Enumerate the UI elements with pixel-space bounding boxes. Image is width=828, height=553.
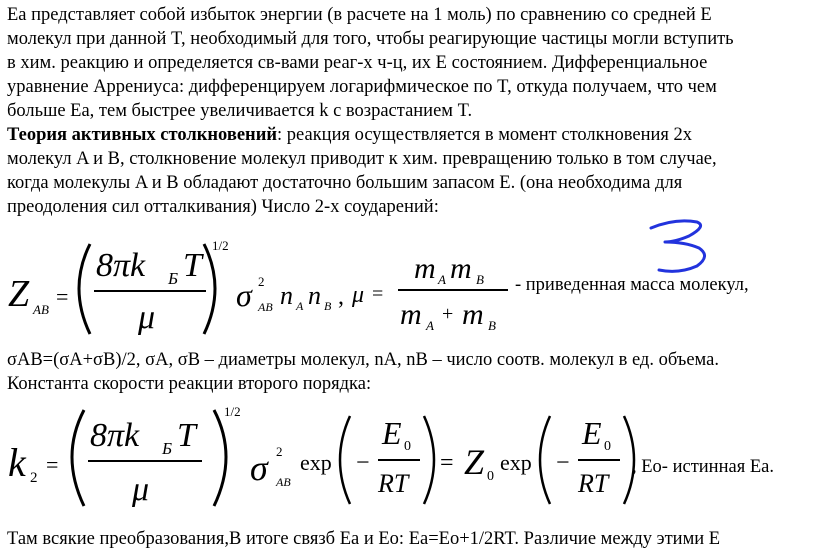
right-paren [204,244,215,334]
paragraph-line: преодоления сил отталкивания) Число 2-х соударений: [7,197,439,217]
mu-symbol: μ [352,282,365,308]
formula-z0: Z [464,442,485,482]
power-exponent: 1/2 [224,404,241,419]
formula-z-sub: AB [33,302,49,317]
sigma-sup: 2 [276,444,283,459]
paragraph-line: когда молекулы A и B обладают достаточно большим запасом E. (она необходима для [7,173,683,193]
exp-label-2: exp [500,450,532,475]
exp2-left-paren [540,416,550,504]
reduced-mass-note: - приведенная масса молекул, [515,275,749,295]
paragraph-line: в хим. реакцию и определяется св-вами реаг-х ч-ц, их E состоянием. Дифференциальное [7,53,708,73]
minus-sign-2: − [556,450,570,476]
theory-heading: Теория активных столкновений [7,125,278,145]
theory-line-rest: : реакция осуществляется в момент столкновения 2х [277,125,693,145]
left-paren [79,244,90,334]
rate-constant-line: Константа скорости реакции второго порядка: [7,374,372,394]
sigma-sup: 2 [258,274,265,289]
exp-left-paren [340,416,350,504]
mu-den-plus: + [442,303,454,325]
sigma-symbol: σ [236,277,252,313]
formula-equals: = [46,452,59,477]
mu-den-ma: m [400,298,422,331]
fraction-numerator: 8πk [90,417,140,454]
formula-equals: = [56,284,69,309]
fraction-numerator: 8πk [96,247,146,284]
rt-label-2: RT [578,469,609,498]
paragraph-line: молекул A и B, столкновение молекул приводит к хим. превращению только в том случае, [7,149,717,169]
energy-e-2: E [582,415,602,451]
mu-den-mb-sub: B [488,318,496,333]
theory-first-line [7,123,692,147]
formula-k: k [8,440,26,485]
power-exponent: 1/2 [212,238,229,253]
numerator-t: T [177,417,196,454]
sigma-definition-line: σAB=(σA+σB)/2, σA, σB – диаметры молекул, nA, nB – число соотв. молекул в ед. объема. [7,350,719,370]
formula-equals-2: = [440,450,454,476]
paragraph-line: больше Ea, тем быстрее увеличивается k с возрастанием T. [7,101,473,121]
energy-e-sub-2: 0 [604,439,611,454]
exp-right-paren [424,416,434,504]
n-b: n [308,281,321,310]
mu-den-mb: m [462,298,484,331]
conversion-line: Там всякие преобразования,В итоге связб Ea и Eo: Ea=Eo+1/2RT. Различие между этими E [7,529,721,549]
minus-sign: − [356,450,370,476]
mu-num-ma: m [414,252,436,285]
sigma-symbol: σ [250,448,268,488]
formula-z0-sub: 0 [487,469,494,484]
fraction-denominator: μ [138,299,156,336]
formula-k-sub: 2 [30,470,38,486]
paragraph-line: уравнение Аррениуса: дифференцируем логарифмическое по T, откуда получаем, что чем [7,77,717,97]
numerator-sub: Б [162,439,173,458]
mu-num-mb-sub: B [476,272,484,287]
exp-label: exp [300,450,332,475]
mu-num-mb: m [450,252,472,285]
left-paren [72,410,84,506]
n-b-sub: B [324,299,332,313]
formula-z: Z [8,273,30,315]
fraction-denominator: μ [132,471,150,508]
energy-e: E [382,415,402,451]
numerator-t: T [183,247,202,284]
true-energy-note: , Eo- истинная Ea. [632,457,774,477]
mu-den-ma-sub: A [426,318,434,333]
n-a: n [280,281,293,310]
sigma-sub: AB [258,300,273,314]
energy-e-sub: 0 [404,439,411,454]
paragraph-line: Ea представляет собой избыток энергии (в расчете на 1 моль) по сравнению со средней E [7,5,712,25]
handwritten-three-icon [645,212,725,282]
mu-num-ma-sub: A [438,272,446,287]
rate-constant-formula [0,400,828,512]
paragraph-line: молекул при данной T, необходимый для того, чтобы реагирующие частицы могли вступить [7,29,734,49]
right-paren [214,410,226,506]
rt-label: RT [378,469,409,498]
formula-comma: , [338,284,344,310]
mu-equals: = [372,283,384,305]
sigma-sub: AB [276,475,291,489]
numerator-sub: Б [168,269,179,288]
n-a-sub: A [296,299,304,313]
